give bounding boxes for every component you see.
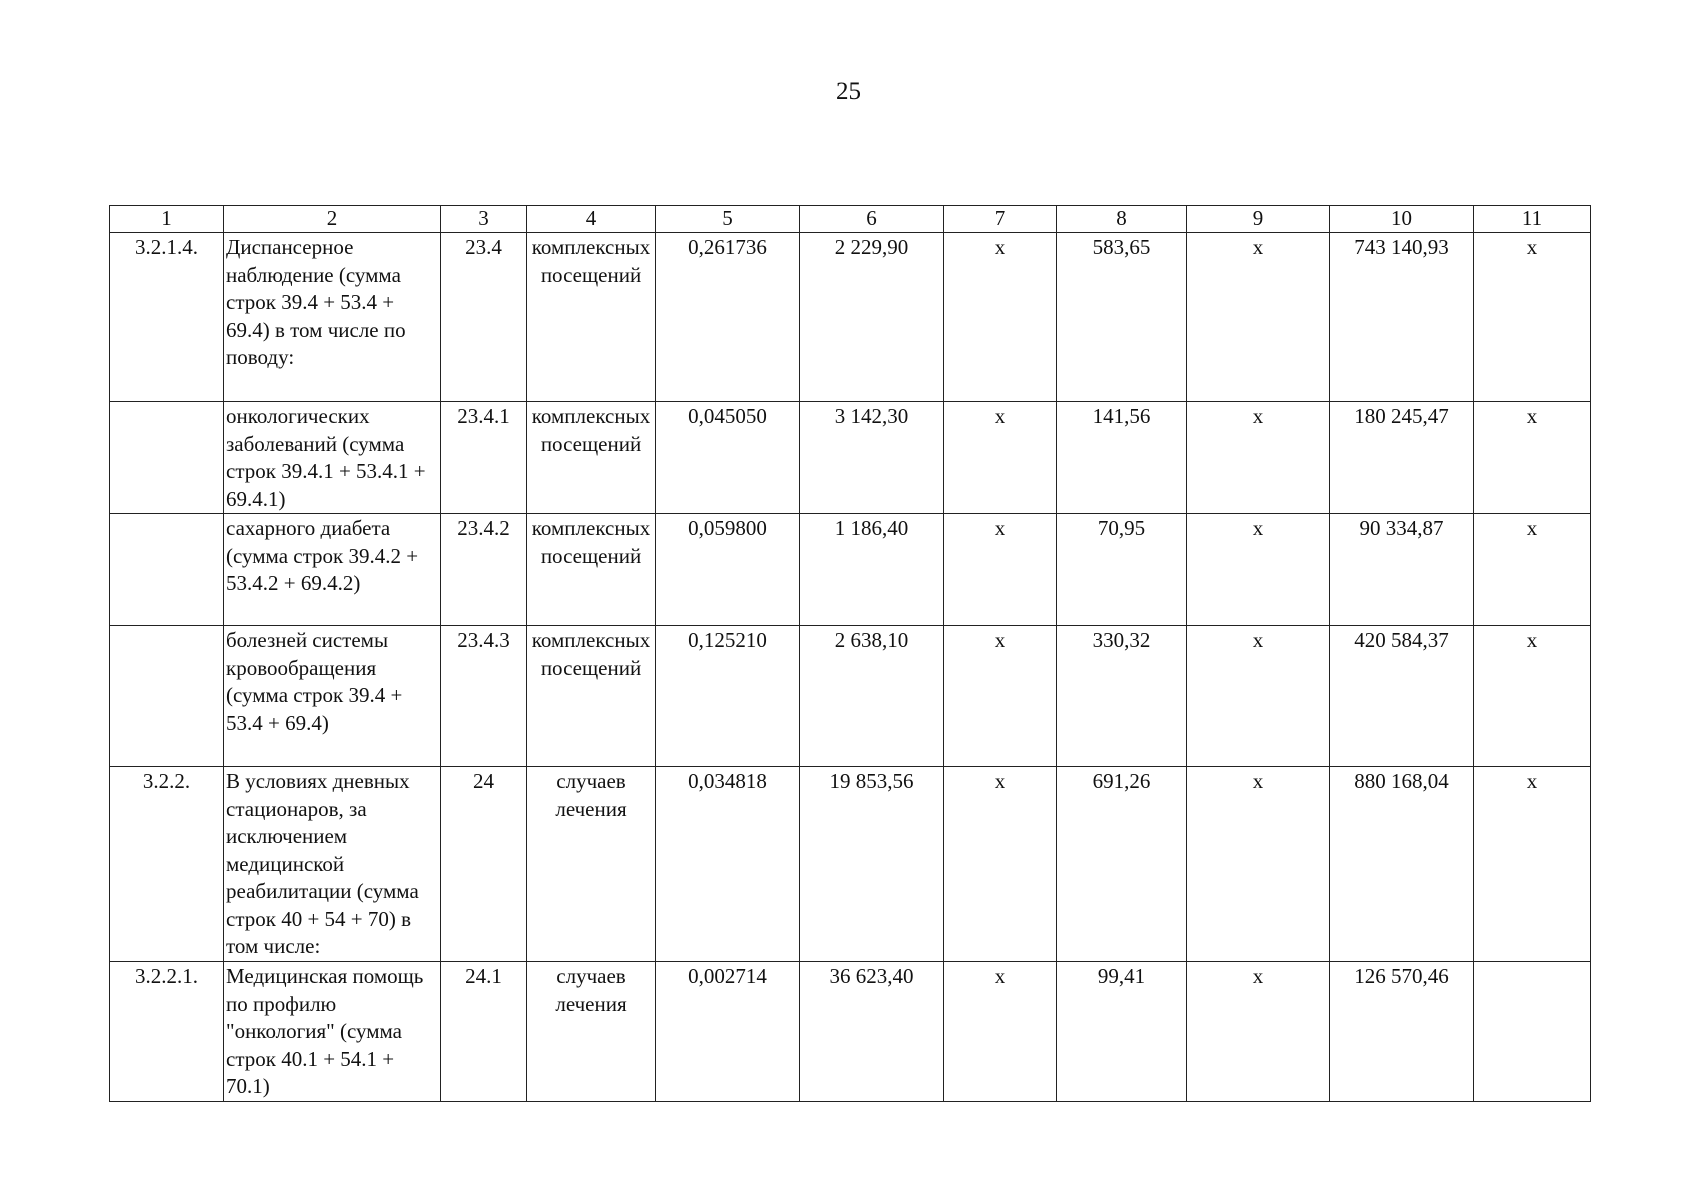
row-number: 3.2.2. <box>110 767 224 962</box>
value-col10: 126 570,46 <box>1330 962 1474 1102</box>
value-col9: х <box>1187 402 1330 514</box>
value-col8: 330,32 <box>1057 626 1187 767</box>
value-col10: 90 334,87 <box>1330 514 1474 626</box>
unit: комплексных посещений <box>527 402 656 514</box>
unit: случаев лечения <box>527 767 656 962</box>
value-col11: х <box>1474 626 1591 767</box>
header-cell: 11 <box>1474 206 1591 233</box>
value-col10: 420 584,37 <box>1330 626 1474 767</box>
header-cell: 2 <box>224 206 441 233</box>
value-col9: х <box>1187 626 1330 767</box>
table-row <box>110 626 1591 767</box>
header-cell: 5 <box>656 206 800 233</box>
value-col6: 19 853,56 <box>800 767 944 962</box>
value-col7: х <box>944 402 1057 514</box>
table-row <box>110 767 1591 962</box>
row-number: 3.2.1.4. <box>110 233 224 402</box>
unit: случаев лечения <box>527 962 656 1102</box>
unit: комплексных посещений <box>527 233 656 402</box>
value-col7: х <box>944 626 1057 767</box>
value-col9: х <box>1187 962 1330 1102</box>
row-name: сахарного диабета (сумма строк 39.4.2 + 53.4.2 + 69.4.2) <box>224 514 441 626</box>
value-col6: 2 638,10 <box>800 626 944 767</box>
table-row <box>110 514 1591 626</box>
line-code: 23.4.2 <box>441 514 527 626</box>
value-col7: х <box>944 233 1057 402</box>
row-number <box>110 626 224 767</box>
header-cell: 9 <box>1187 206 1330 233</box>
unit: комплексных посещений <box>527 626 656 767</box>
value-col5: 0,045050 <box>656 402 800 514</box>
row-number <box>110 402 224 514</box>
row-name: В условиях дневных стационаров, за исключением медицинской реабилитации (сумма строк 40 + 54 + 70) в том числе: <box>224 767 441 962</box>
value-col11: х <box>1474 233 1591 402</box>
value-col6: 3 142,30 <box>800 402 944 514</box>
line-code: 23.4.1 <box>441 402 527 514</box>
value-col7: х <box>944 767 1057 962</box>
value-col7: х <box>944 514 1057 626</box>
value-col8: 70,95 <box>1057 514 1187 626</box>
value-col8: 99,41 <box>1057 962 1187 1102</box>
header-cell: 4 <box>527 206 656 233</box>
value-col6: 1 186,40 <box>800 514 944 626</box>
value-col8: 583,65 <box>1057 233 1187 402</box>
value-col10: 880 168,04 <box>1330 767 1474 962</box>
value-col5: 0,261736 <box>656 233 800 402</box>
row-name: онкологических заболеваний (сумма строк 39.4.1 + 53.4.1 + 69.4.1) <box>224 402 441 514</box>
value-col7: х <box>944 962 1057 1102</box>
line-code: 23.4.3 <box>441 626 527 767</box>
header-cell: 7 <box>944 206 1057 233</box>
row-name: Диспансерное наблюдение (сумма строк 39.4 + 53.4 + 69.4) в том числе по поводу: <box>224 233 441 402</box>
header-cell: 10 <box>1330 206 1474 233</box>
value-col11: х <box>1474 514 1591 626</box>
unit: комплексных посещений <box>527 514 656 626</box>
line-code: 23.4 <box>441 233 527 402</box>
header-cell: 1 <box>110 206 224 233</box>
row-name: Медицинская помощь по профилю "онкология" (сумма строк 40.1 + 54.1 + 70.1) <box>224 962 441 1102</box>
value-col8: 691,26 <box>1057 767 1187 962</box>
row-number: 3.2.2.1. <box>110 962 224 1102</box>
value-col9: х <box>1187 767 1330 962</box>
value-col5: 0,059800 <box>656 514 800 626</box>
row-number <box>110 514 224 626</box>
value-col11: х <box>1474 402 1591 514</box>
value-col8: 141,56 <box>1057 402 1187 514</box>
line-code: 24.1 <box>441 962 527 1102</box>
line-code: 24 <box>441 767 527 962</box>
header-cell: 3 <box>441 206 527 233</box>
value-col9: х <box>1187 514 1330 626</box>
value-col5: 0,125210 <box>656 626 800 767</box>
value-col6: 36 623,40 <box>800 962 944 1102</box>
row-name: болезней системы кровообращения (сумма строк 39.4 + 53.4 + 69.4) <box>224 626 441 767</box>
header-cell: 8 <box>1057 206 1187 233</box>
table-row <box>110 233 1591 402</box>
value-col5: 0,002714 <box>656 962 800 1102</box>
value-col11: х <box>1474 767 1591 962</box>
column-number-header <box>110 206 1591 233</box>
value-col10: 180 245,47 <box>1330 402 1474 514</box>
page-number: 25 <box>836 78 861 105</box>
data-table <box>109 205 1591 1102</box>
value-col11 <box>1474 962 1591 1102</box>
table-row <box>110 402 1591 514</box>
value-col6: 2 229,90 <box>800 233 944 402</box>
value-col5: 0,034818 <box>656 767 800 962</box>
table-row <box>110 962 1591 1102</box>
value-col9: х <box>1187 233 1330 402</box>
header-cell: 6 <box>800 206 944 233</box>
value-col10: 743 140,93 <box>1330 233 1474 402</box>
